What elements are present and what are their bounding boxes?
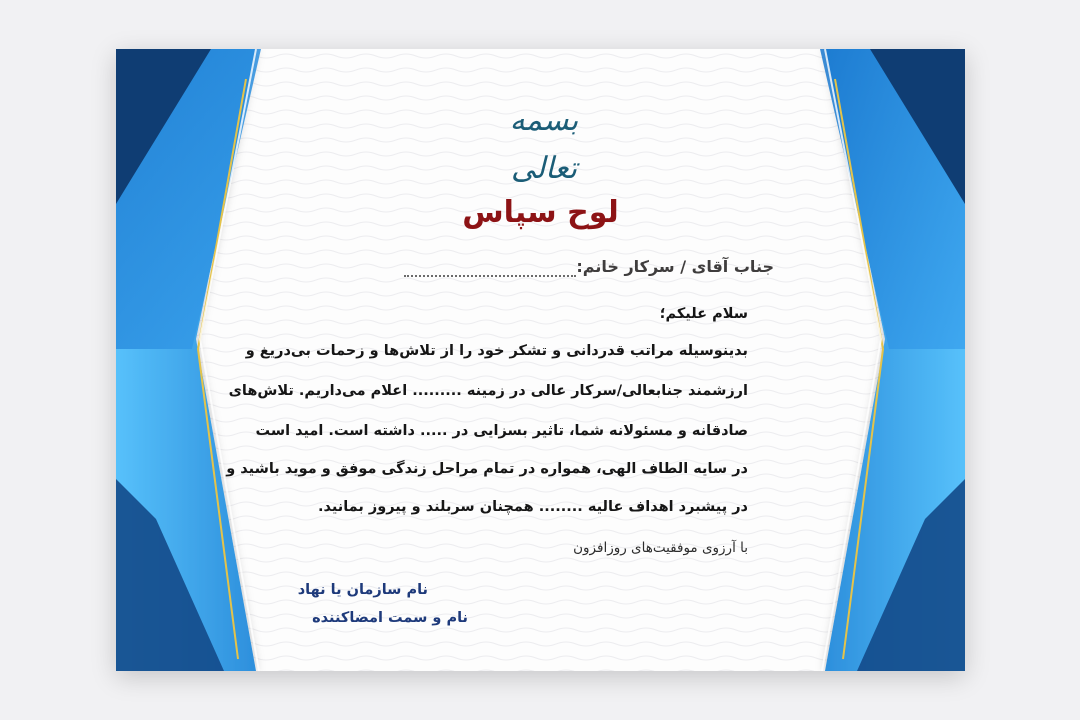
body-line: در سایه الطاف الهی، همواره در تمام مراحل زندگی موفق و موید باشید و (226, 461, 748, 477)
body-line: صادقانه و مسئولانه شما، تاثیر بسزایی در ..... داشته است. امید است (255, 423, 748, 439)
certificate-card (116, 49, 965, 671)
body-line: بدینوسیله مراتب قدردانی و تشکر خود را از تلاش‌ها و زحمات بی‌دریغ و (245, 343, 748, 359)
certificate-title: لوح سپاس (462, 195, 619, 230)
basmala-seal (496, 97, 592, 186)
signatory-name: نام و سمت امضاکننده (312, 610, 468, 626)
organization-name: نام سازمان یا نهاد (297, 582, 428, 598)
recipient-label: جناب آقای / سرکار خانم: (576, 257, 774, 276)
recipient-name-line (404, 275, 576, 277)
greeting: سلام علیکم؛ (659, 306, 748, 322)
body-line: در پیشبرد اهداف عالیه ........ همچنان سربلند و پیروز بمانید. (317, 499, 748, 515)
closing-wish: با آرزوی موفقیت‌های روزافزون (573, 540, 748, 556)
body-line: ارزشمند جنابعالی/سرکار عالی در زمینه ......... اعلام می‌داریم. تلاش‌های (228, 383, 748, 399)
seal-text: بسمه تعالی (509, 103, 579, 186)
